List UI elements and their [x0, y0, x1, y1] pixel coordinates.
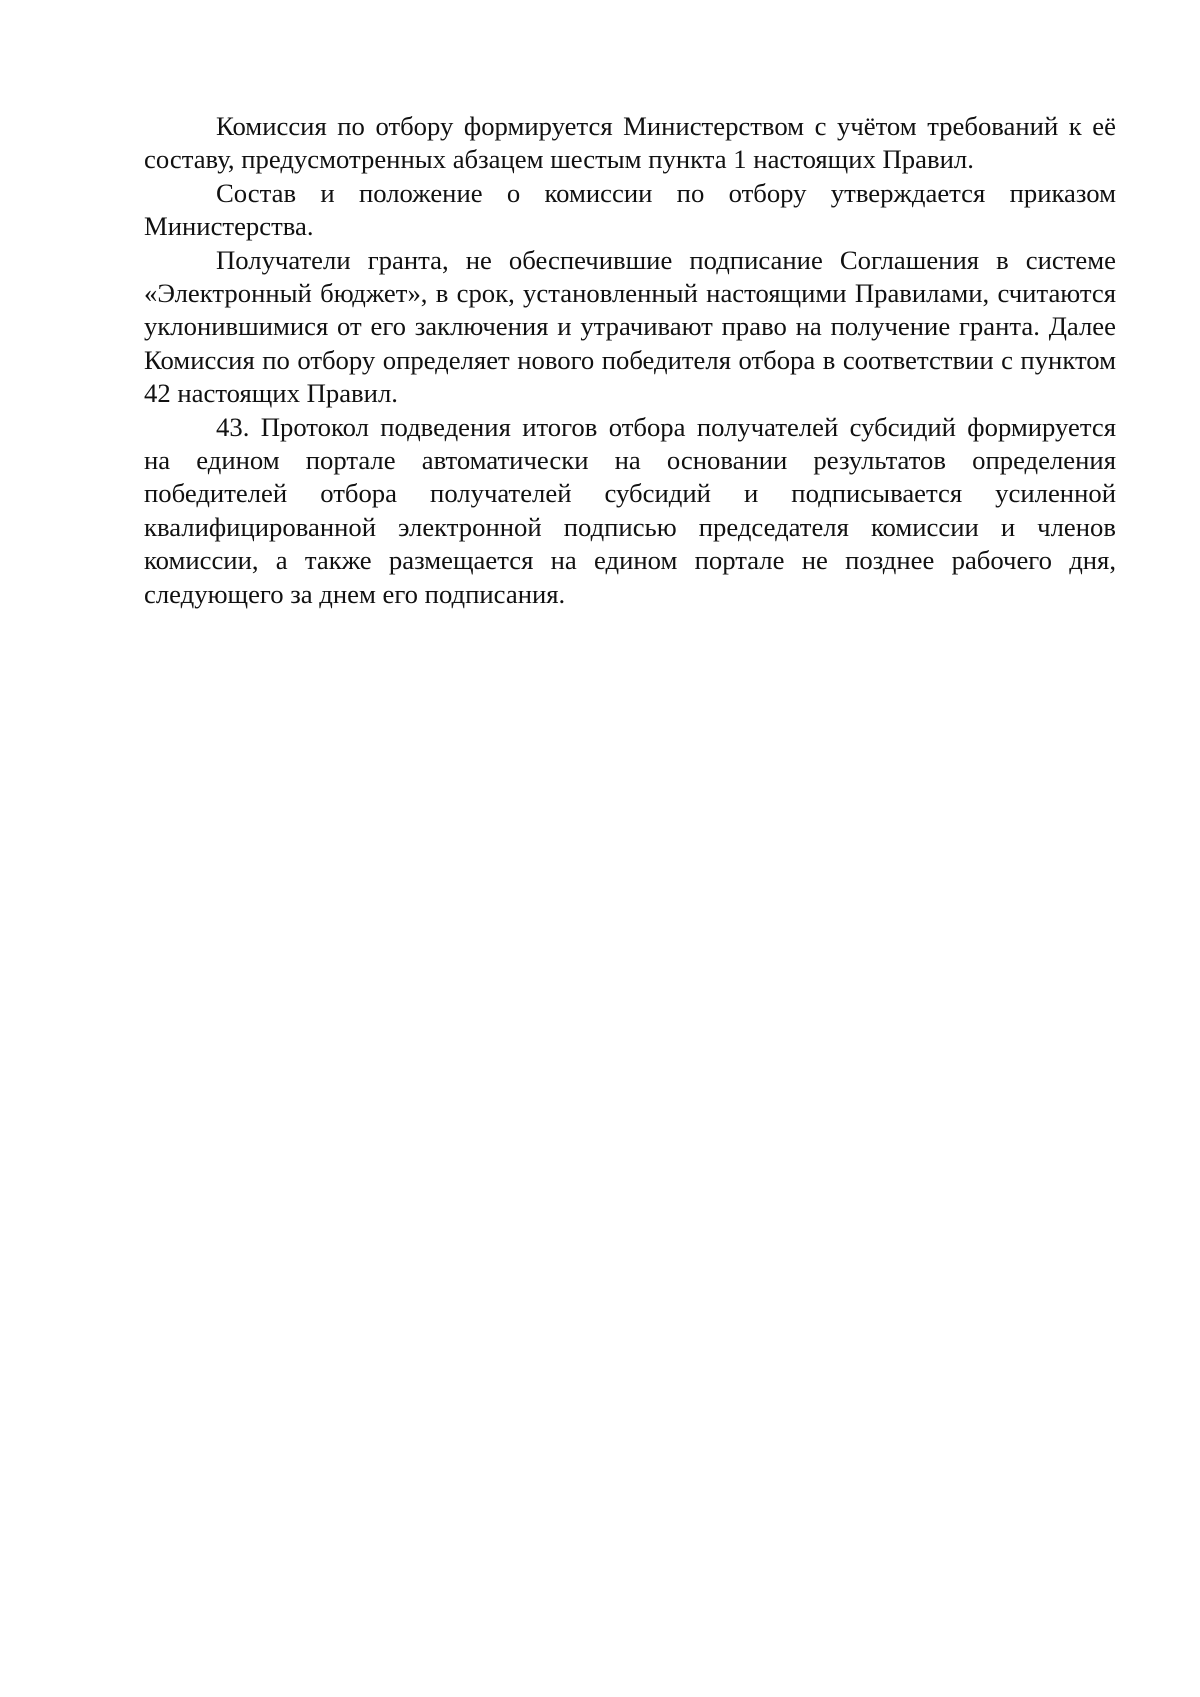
paragraph-commission-composition: Состав и положение о комиссии по отбору утверждается приказом Министерства. [144, 177, 1116, 242]
paragraph-grant-recipients: Получатели гранта, не обеспечившие подписание Соглашения в системе «Электронный бюджет», в срок, установленный настоящими Правилами, считаются уклонившимися от его заключения и утрачивают право на получение гранта. Далее Комиссия по отбору определяет нового победителя отбора в соответствии с пунктом 42 настоящих Правил. [144, 244, 1116, 409]
paragraph-commission-formation: Комиссия по отбору формируется Министерством с учётом требований к её составу, предусмотренных абзацем шестым пункта 1 настоящих Правил. [144, 111, 1116, 175]
document-body [144, 110, 1116, 611]
paragraph-item-43-protocol: 43. Протокол подведения итогов отбора получателей субсидий формируется на едином портале автоматически на основании результатов определения победителей отбора получателей субсидий и подписывается усиленной квалифицированной электронной подписью председателя комиссии и членов комиссии, а также размещается на едином портале не позднее рабочего дня, следующего за днем его подписания. [144, 411, 1116, 609]
